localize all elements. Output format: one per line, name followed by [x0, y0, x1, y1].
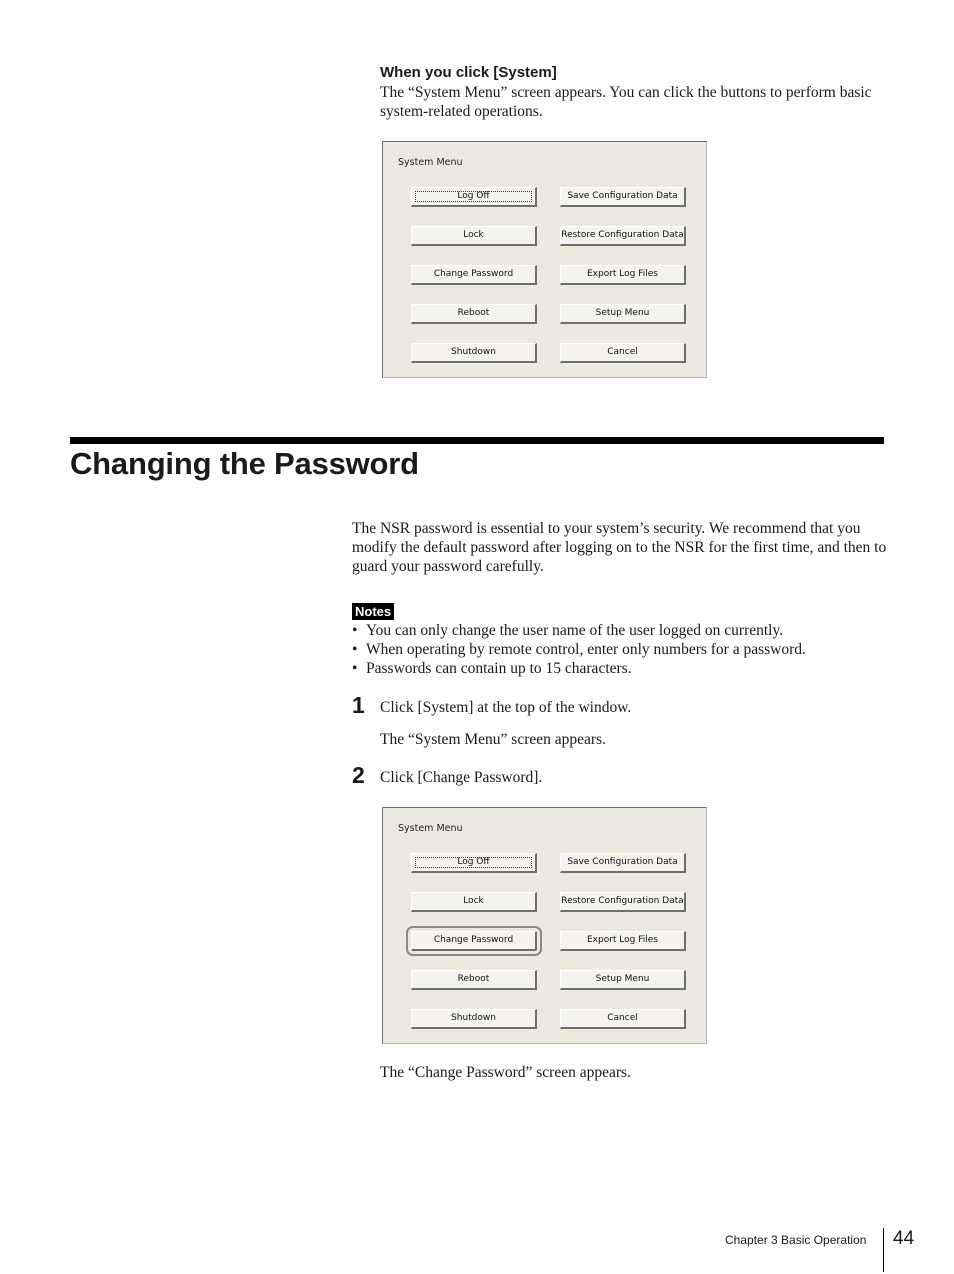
step-instruction: Click [System] at the top of the window.: [380, 699, 632, 716]
page-heading: Changing the Password: [70, 446, 419, 481]
restore-configuration-button[interactable]: Restore Configuration Data: [560, 226, 686, 246]
notes-list: [352, 621, 892, 678]
change-password-button[interactable]: Change Password: [411, 265, 537, 285]
page-number: 44: [893, 1228, 915, 1249]
setup-menu-button[interactable]: Setup Menu: [560, 304, 686, 324]
footer-divider: [883, 1228, 884, 1272]
note-item: • When operating by remote control, enter only numbers for a password.: [352, 640, 892, 659]
note-item: • Passwords can contain up to 15 characters.: [352, 659, 892, 678]
reboot-button[interactable]: Reboot: [411, 970, 537, 990]
intro-paragraph: The NSR password is essential to your system’s security. We recommend that you modify the default password after logging on to the NSR for the first time, and then to guard your password carefully.: [352, 520, 887, 575]
step-instruction: Click [Change Password].: [380, 769, 543, 786]
save-configuration-button[interactable]: Save Configuration Data: [560, 853, 686, 873]
step-number: 2: [352, 762, 365, 788]
cancel-button[interactable]: Cancel: [560, 1009, 686, 1029]
lock-button[interactable]: Lock: [411, 226, 537, 246]
shutdown-button[interactable]: Shutdown: [411, 1009, 537, 1029]
lock-button[interactable]: Lock: [411, 892, 537, 912]
step-result: The “System Menu” screen appears.: [380, 731, 606, 748]
system-menu-dialog: [382, 807, 707, 1044]
cancel-button[interactable]: Cancel: [560, 343, 686, 363]
save-configuration-button[interactable]: Save Configuration Data: [560, 187, 686, 207]
shutdown-button[interactable]: Shutdown: [411, 343, 537, 363]
system-menu-description: The “System Menu” screen appears. You can click the buttons to perform basic system-related operations.: [380, 84, 872, 120]
system-menu-dialog: [382, 141, 707, 378]
log-off-button[interactable]: Log Off: [411, 853, 537, 873]
setup-menu-button[interactable]: Setup Menu: [560, 970, 686, 990]
step-result: The “Change Password” screen appears.: [380, 1064, 631, 1081]
subheading-system: When you click [System]: [380, 64, 557, 81]
change-password-button[interactable]: Change Password: [411, 931, 537, 951]
notes-label: Notes: [352, 603, 394, 620]
reboot-button[interactable]: Reboot: [411, 304, 537, 324]
restore-configuration-button[interactable]: Restore Configuration Data: [560, 892, 686, 912]
footer-chapter: Chapter 3 Basic Operation: [725, 1233, 867, 1247]
export-log-files-button[interactable]: Export Log Files: [560, 265, 686, 285]
dialog-title: System Menu: [398, 157, 463, 168]
dialog-title: System Menu: [398, 823, 463, 834]
export-log-files-button[interactable]: Export Log Files: [560, 931, 686, 951]
log-off-button[interactable]: Log Off: [411, 187, 537, 207]
step-number: 1: [352, 692, 365, 718]
note-item: • You can only change the user name of the user logged on currently.: [352, 621, 892, 640]
section-divider: [70, 437, 884, 444]
